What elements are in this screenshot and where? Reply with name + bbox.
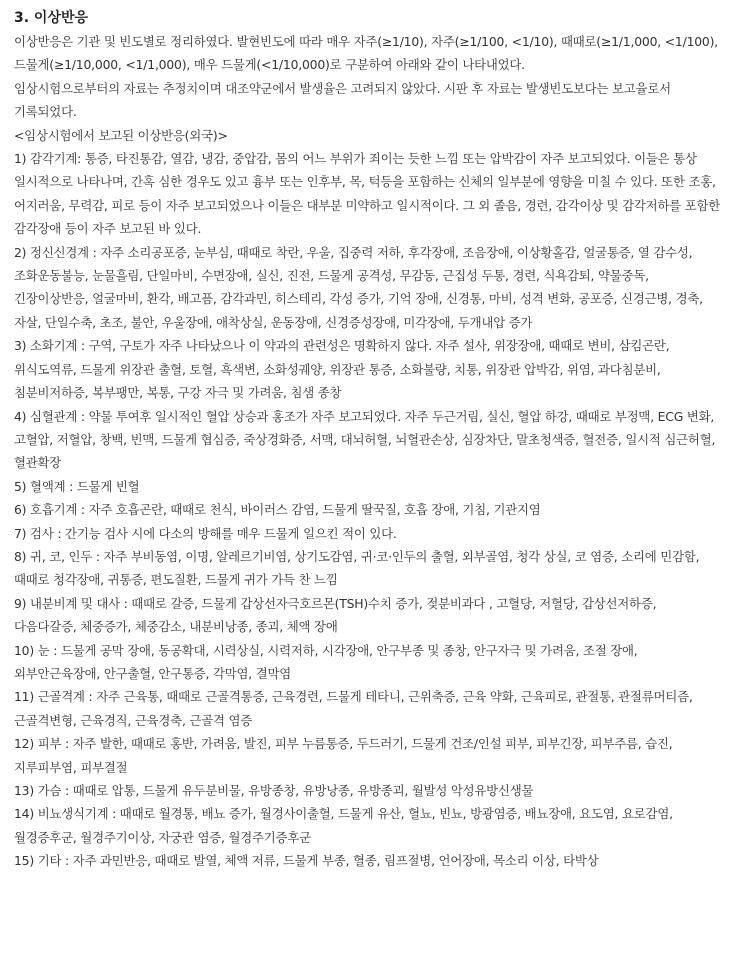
item-endocrine: 9) 내분비계 및 대사 : 때때로 갈증, 드물게 갑상선자극호르몬(TSH)수치 증가, 젖분비과다 , 고혈당, 저혈당, 갑상선저하증, 다음다갈증, 체중증가, 체중감소, 내분비낭종, 종괴, 체액 장애 bbox=[14, 595, 657, 635]
item-breast: 13) 가슴 : 때때로 압통, 드물게 유두분비물, 유방종창, 유방낭종, 유방종괴, 월발성 악성유방신생물 bbox=[14, 783, 534, 798]
item-sensory: 1) 감각기계: 통증, 타진통감, 열감, 냉감, 중압감, 몸의 어느 부위가 죄이는 듯한 느낌 또는 압박감이 자주 보고되었다. 이들은 통상 일시적으로 나타나며, 간혹 심한 경우도 있고 흉부 또는 인후부, 목, 턱등을 포함하는 신체의 일부분에 영향을 미칠 수 있다. 또한 조홍, 어지러움, 무력감, 피로 등이 자주 보고되었으나 이들은 대부분 미약하고 일시적이다. 그 외 졸음, 경련, 감각이상 및 감각저하를 포함한 감각장애 등이 자주 보고된 바 있다. bbox=[14, 151, 721, 237]
section-title: 3. 이상반응 bbox=[14, 10, 89, 26]
item-skin: 12) 피부 : 자주 발한, 때때로 홍반, 가려움, 발진, 피부 누름통증, 두드러기, 드물게 건조/인설 피부, 피부긴장, 피부주름, 습진, 지루피부염, 피부결절 bbox=[14, 736, 673, 775]
subsection-title: <임상시험에서 보고된 이상반응(외국)> bbox=[14, 127, 228, 143]
item-blood: 5) 혈액계 : 드물게 빈혈 bbox=[14, 478, 140, 494]
item-lab-test: 7) 검사 : 간기능 검사 시에 다소의 방해를 매우 드물게 일으킨 적이 있다. bbox=[14, 525, 397, 541]
item-respiratory: 6) 호흡기계 : 자주 호흡곤란, 때때로 천식, 바이러스 감염, 드물게 딸꾹질, 호흡 장애, 기침, 기관지염 bbox=[14, 502, 541, 518]
item-musculoskeletal: 11) 근골격계 : 자주 근육통, 때때로 근골격통증, 근육경련, 드물게 테타니, 근위축증, 근육 약화, 근육피로, 관절통, 관절류머티즘, 근골격변형, 근육경직, 근육경축, 근골격 염증 bbox=[14, 689, 693, 728]
intro-paragraph: 이상반응은 기관 및 빈도별로 정리하였다. 발현빈도에 따라 매우 자주(≥1/10), 자주(≥1/100, <1/10), 때때로(≥1/1,000, <1/100), 드물게(≥1/10,000, <1/1,000), 매우 드물게(<1/10,000)로 구분하여 아래와 같이 나타내었다. bbox=[14, 34, 718, 73]
item-cardiovascular: 4) 심혈관계 : 약물 투여후 일시적인 혈압 상승과 홍조가 자주 보고되었다. 자주 두근거림, 실신, 혈압 하강, 때때로 부정맥, ECG 변화, 고혈압, 저혈압, 창백, 빈맥, 드물게 협심증, 죽상경화증, 서맥, 대뇌허혈, 뇌혈관손상, 심장차단, 말초청색증, 혈전증, 일시적 심근허혈, 혈관확장 bbox=[14, 408, 716, 471]
item-ent: 8) 귀, 코, 인두 : 자주 부비동염, 이명, 알레르기비염, 상기도감염, 귀·코·인두의 출혈, 외부골염, 청각 상실, 코 염증, 소리에 민감함, 때때로 청각장애, 귀통증, 편도질환, 드물게 귀가 가득 찬 느낌 bbox=[14, 548, 700, 588]
note-paragraph: 임상시험으로부터의 자료는 추정치이며 대조약군에서 발생율은 고려되지 않았다. 시판 후 자료는 발생빈도보다는 보고율로서 기록되었다. bbox=[14, 80, 671, 120]
item-eye: 10) 눈 : 드물게 공막 장애, 동공확대, 시력상실, 시력저하, 시각장애, 안구부종 및 종창, 안구자극 및 가려움, 조절 장애, 외부안근육장애, 안구출혈, 안구통증, 각막염, 결막염 bbox=[14, 642, 638, 681]
item-digestive: 3) 소화기계 : 구역, 구토가 자주 나타났으나 이 약과의 관련성은 명확하지 않다. 자주 설사, 위장장애, 때때로 변비, 삼킴곤란, 위식도역류, 드물게 위장관 출혈, 토혈, 흑색변, 소화성궤양, 위장관 통증, 소화불량, 치통, 위장관 압박감, 위염, 과다침분비, 침분비저하증, 복부팽만, 복통, 구강 자극 및 가려움, 침샘 종창 bbox=[14, 338, 670, 401]
item-other: 15) 기타 : 자주 과민반응, 때때로 발열, 체액 저류, 드물게 부종, 혈종, 림프절병, 언어장애, 목소리 이상, 타박상 bbox=[14, 853, 599, 869]
item-neuropsychiatric: 2) 정신신경계 : 자주 소리공포증, 눈부심, 때때로 착란, 우울, 집중력 저하, 후각장애, 조음장애, 이상황홀감, 얼굴통증, 열 감수성, 조화운동불능, 눈물흘림, 단일마비, 수면장애, 실신, 진전, 드물게 공격성, 무감동, 근집성 두통, 경련, 식욕감퇴, 약물중독, 긴장이상반응, 얼굴마비, 환각, 배고픔, 감각과민, 히스테리, 각성 증가, 기억 장애, 신경통, 마비, 성격 변화, 공포증, 신경근병, 경축, 자살, 단일수축, 초조, 불안, 우울장애, 애착상실, 운동장애, 신경증성장애, 미각장애, 두개내압 증가 bbox=[14, 244, 703, 330]
item-urogenital: 14) 비뇨생식기계 : 때때로 월경통, 배뇨 증가, 월경사이출혈, 드물게 유산, 혈뇨, 빈뇨, 방광염증, 배뇨장애, 요도염, 요로감염, 월경증후군, 월경주기이상, 자궁관 염증, 월경주기증후군 bbox=[14, 806, 673, 845]
